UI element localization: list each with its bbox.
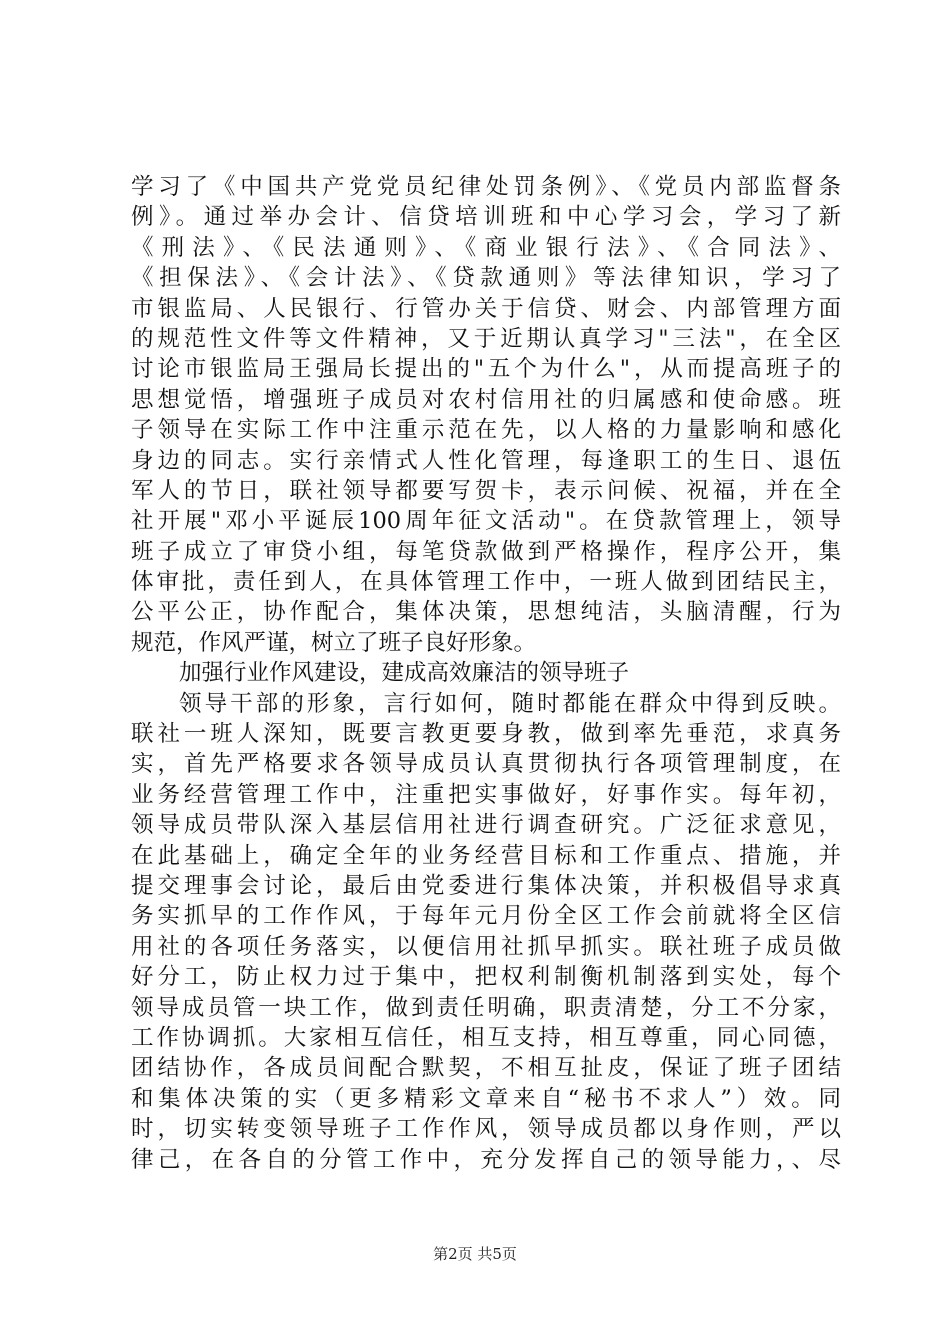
text-line: 《刑法》、《民法通则》、《商业银行法》、《合同法》、 xyxy=(131,234,841,261)
text-line: 《担保法》、《会计法》、《贷款通则》等法律知识，学习了 xyxy=(131,265,841,292)
text-line: 社开展"邓小平诞辰100周年征文活动"。在贷款管理上，领导 xyxy=(131,508,841,535)
text-line: 联社一班人深知，既要言教更要身教，做到率先垂范，求真务 xyxy=(131,721,841,748)
text-line: 用社的各项任务落实，以便信用社抓早抓实。联社班子成员做 xyxy=(131,933,841,960)
text-line: 例》。通过举办会计、信贷培训班和中心学习会，学习了新 xyxy=(131,204,841,231)
text-line: 子领导在实际工作中注重示范在先，以人格的力量影响和感化 xyxy=(131,417,841,444)
text-line: 思想觉悟，增强班子成员对农村信用社的归属感和使命感。班 xyxy=(131,386,841,413)
text-line: 领导成员管一块工作，做到责任明确，职责清楚，分工不分家， xyxy=(131,994,841,1021)
text-line: 身边的同志。实行亲情式人性化管理，每逢职工的生日、退伍 xyxy=(131,447,841,474)
text-line: 讨论市银监局王强局长提出的"五个为什么"，从而提高班子的 xyxy=(131,356,841,383)
text-line: 业务经营管理工作中，注重把实事做好，好事作实。每年初， xyxy=(131,781,841,808)
text-line: 规范，作风严谨，树立了班子良好形象。 xyxy=(131,629,537,656)
text-line: 在此基础上，确定全年的业务经营目标和工作重点、措施，并 xyxy=(131,842,841,869)
text-line: 提交理事会讨论，最后由党委进行集体决策，并积极倡导求真 xyxy=(131,872,841,899)
text-line: 和集体决策的实（更多精彩文章来自“秘书不求人”）效。同 xyxy=(131,1085,841,1112)
text-line: 领导干部的形象，言行如何，随时都能在群众中得到反映。 xyxy=(179,690,841,717)
text-line: 体审批，责任到人，在具体管理工作中，一班人做到团结民主， xyxy=(131,569,841,596)
text-line: 好分工，防止权力过于集中，把权利制衡机制落到实处，每个 xyxy=(131,964,841,991)
body-text xyxy=(131,172,841,1175)
text-line: 团结协作，各成员间配合默契，不相互扯皮，保证了班子团结 xyxy=(131,1055,841,1082)
text-line: 律己，在各自的分管工作中，充分发挥自己的领导能力，、尽 xyxy=(131,1146,841,1173)
text-line: 务实抓早的工作作风，于每年元月份全区工作会前就将全区信 xyxy=(131,903,841,930)
text-line: 领导成员带队深入基层信用社进行调查研究。广泛征求意见， xyxy=(131,812,841,839)
text-line: 军人的节日，联社领导都要写贺卡，表示问候、祝福，并在全 xyxy=(131,477,841,504)
section-heading: 加强行业作风建设，建成高效廉洁的领导班子 xyxy=(179,660,630,687)
text-line: 班子成立了审贷小组，每笔贷款做到严格操作，程序公开，集 xyxy=(131,538,841,565)
text-line: 时，切实转变领导班子工作作风，领导成员都以身作则，严以 xyxy=(131,1116,841,1143)
text-line: 工作协调抓。大家相互信任，相互支持，相互尊重，同心同德， xyxy=(131,1024,841,1051)
text-line: 的规范性文件等文件精神，又于近期认真学习"三法"，在全区 xyxy=(131,325,841,352)
text-line: 市银监局、人民银行、行管办关于信贷、财会、内部管理方面 xyxy=(131,295,841,322)
page-number: 第2页 共5页 xyxy=(433,1245,517,1263)
text-line: 实，首先严格要求各领导成员认真贯彻执行各项管理制度，在 xyxy=(131,751,841,778)
text-line: 公平公正，协作配合，集体决策，思想纯洁，头脑清醒，行为 xyxy=(131,599,841,626)
text-line: 学习了《中国共产党党员纪律处罚条例》、《党员内部监督条 xyxy=(131,174,841,200)
